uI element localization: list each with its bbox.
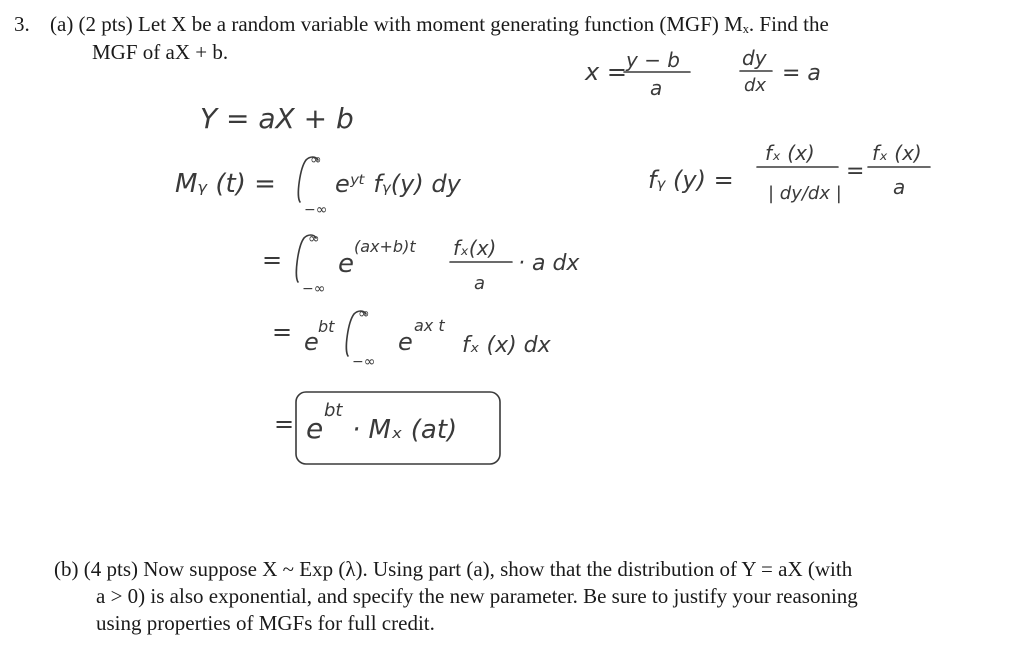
mgf-lhs: Mᵧ (t) =: [175, 169, 276, 199]
step4-equals: =: [274, 410, 295, 438]
step2-exp-sup: (ax+b)t: [354, 237, 416, 256]
fy-lhs: fᵧ (y) =: [648, 166, 734, 194]
x-equation-lhs: x =: [585, 58, 627, 86]
part-b-line-1: (b) (4 pts) Now suppose X ~ Exp (λ). Using part (a), show that the distribution of Y = aX (with: [54, 557, 853, 581]
step2-frac-numerator: fₓ(x): [453, 236, 497, 260]
integral-upper-1: ∞: [310, 152, 322, 168]
mgf-integrand: eʸᵗ fᵧ(y) dy: [335, 170, 461, 198]
step3-exp-base: e: [398, 328, 413, 356]
answer-exp-sup: bt: [324, 400, 343, 421]
answer-rest: · Mₓ (at): [352, 415, 458, 445]
step3-exp-sup: ax t: [414, 316, 445, 335]
integral-upper-3: ∞: [358, 306, 370, 322]
part-b-line-2: a > 0) is also exponential, and specify the new parameter. Be sure to justify your reasoning: [96, 584, 858, 608]
integral-lower-3: −∞: [352, 354, 376, 370]
fy-numerator: fₓ (x): [765, 141, 815, 165]
step3-tail: fₓ (x) dx: [462, 333, 551, 358]
part-a-line-2: MGF of aX + b.: [92, 40, 229, 64]
fy-rhs-denominator: a: [893, 175, 906, 199]
step3-prefactor: e: [304, 328, 319, 356]
step3-equals: =: [272, 318, 293, 346]
problem-number: 3.: [14, 12, 30, 36]
step2-equals: =: [262, 246, 283, 274]
fy-denominator: | dy/dx |: [768, 183, 842, 204]
part-b-line-3: using properties of MGFs for full credit.: [96, 611, 435, 635]
fy-rhs-numerator: fₓ (x): [872, 141, 922, 165]
derivative-numerator: dy: [742, 46, 767, 70]
integral-lower-2: −∞: [302, 281, 326, 297]
integral-upper-2: ∞: [308, 231, 320, 247]
integral-lower-1: −∞: [304, 202, 328, 218]
x-equation-denominator: a: [650, 76, 663, 100]
derivative-denominator: dx: [744, 75, 767, 96]
part-a-line-1: (a) (2 pts) Let X be a random variable with moment generating function (MGF) Mₓ. Find the: [50, 12, 829, 36]
x-equation-numerator: y − b: [626, 48, 681, 72]
step2-frac-denominator: a: [474, 273, 486, 294]
step3-prefactor-sup: bt: [318, 317, 335, 336]
fy-equals: =: [846, 159, 865, 184]
step2-exp-base: e: [338, 249, 354, 279]
step2-tail: · a dx: [518, 251, 580, 276]
derivative-rhs: = a: [782, 61, 821, 86]
y-definition: Y = aX + b: [200, 102, 354, 135]
answer-exp-base: e: [306, 412, 324, 445]
